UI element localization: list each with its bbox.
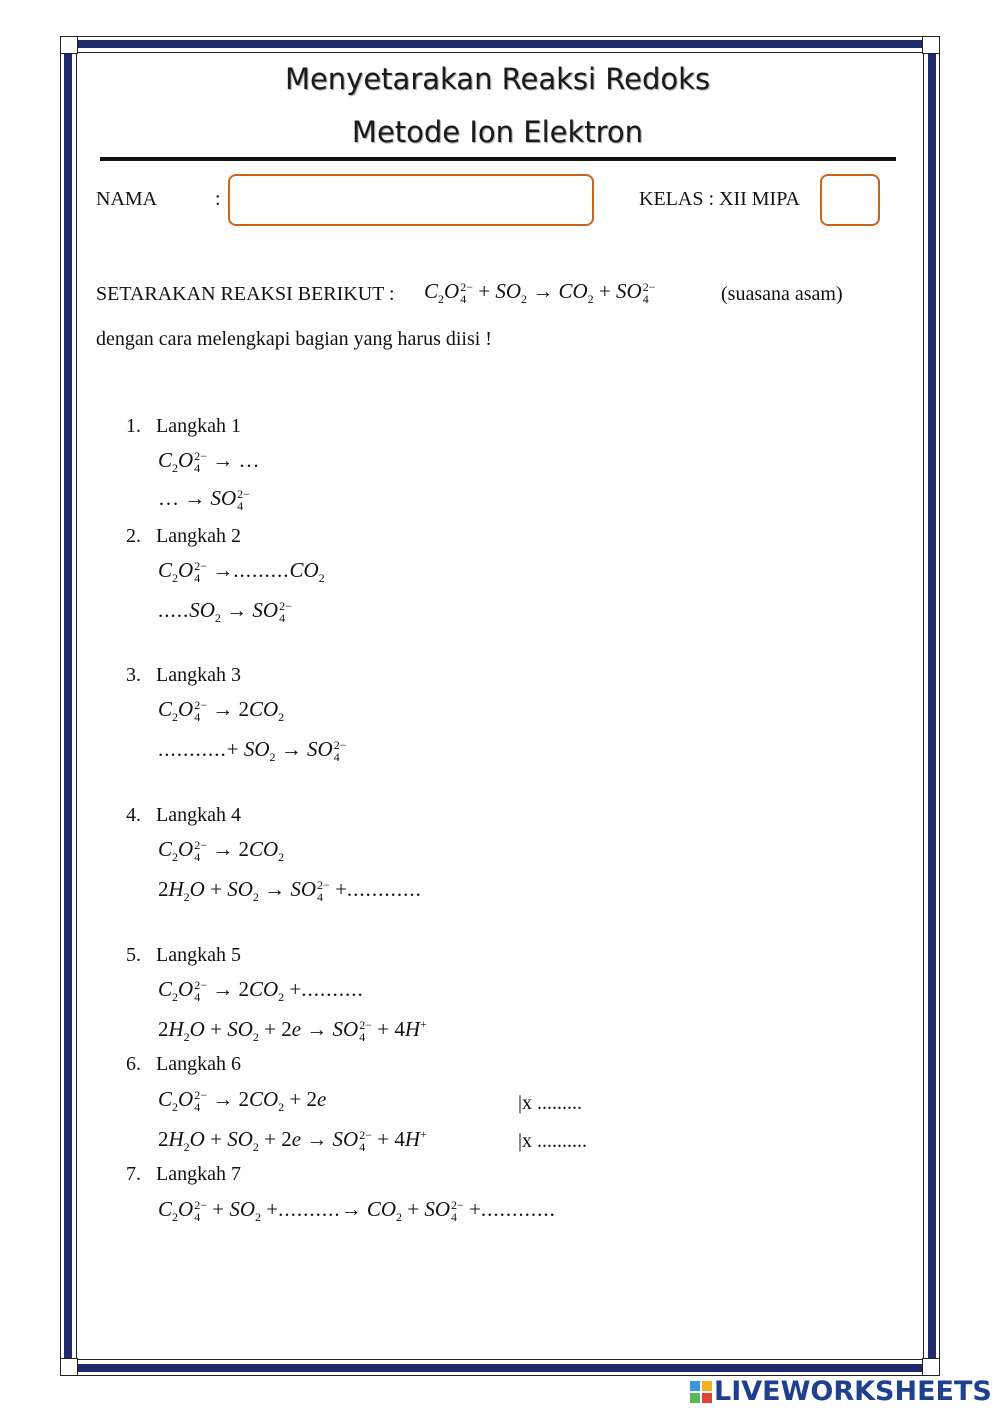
frame-corner [922,36,940,54]
page-title: Menyetarakan Reaksi Redoks [284,62,711,96]
nama-colon: : [215,188,221,210]
nama-input[interactable] [228,174,594,226]
step-3-number: 3. [126,664,141,686]
step-2-label: Langkah 2 [156,525,241,547]
step-7-label: Langkah 7 [156,1163,241,1185]
step-5-label: Langkah 5 [156,944,241,966]
step-2-eq-2: $.....SO_2$ → SO 2− 4 [158,598,292,626]
nama-label: NAMA [96,188,158,210]
step-5-number: 5. [126,944,141,966]
kelas-label: KELAS : XII MIPA [639,188,800,210]
step-3-label: Langkah 3 [156,664,241,686]
kelas-input[interactable] [820,174,880,226]
step-1-eq-1: $C_2O$ 2− 4 → … [158,448,260,476]
step-7-eq-1: $C_2O$ 2− 4 + $SO_2$ +..........→ $CO_2$ + SO 2− 4 +............ [158,1197,556,1225]
liveworksheets-watermark [690,1376,992,1407]
frame-corner [922,1358,940,1376]
step-1-label: Langkah 1 [156,415,241,437]
frame-corner [60,1358,78,1376]
step-7-number: 7. [126,1163,141,1185]
step-5-eq-1: $C_2O$ 2− 4 → $2CO_2$ +.......... [158,977,364,1005]
frame-corner [60,36,78,54]
step-1-eq-2: … → SO 2− 4 [158,486,250,514]
step-4-label: Langkah 4 [156,804,241,826]
liveworksheets-logo-icon [690,1381,712,1403]
step-5-eq-2: $2H_2O + SO_2 + 2e$ → SO 2− 4 + 4H+ [158,1017,427,1045]
step-6-label: Langkah 6 [156,1053,241,1075]
title-divider [100,157,896,161]
step-3-eq-1: $C_2O$ 2− 4 → $2CO_2$ [158,697,285,725]
step-2-number: 2. [126,525,141,547]
page-subtitle: Metode Ion Elektron [351,115,644,149]
main-reaction: $C_2O$ 2− 4 + $SO_2 \to CO_2$ + SO 2− 4 [424,279,656,307]
step-3-eq-2: ...........+ $SO_2$ → SO 2− 4 [158,737,347,765]
watermark-text: LIVEWORKSHEETS [714,1376,992,1407]
step-2-eq-1: $C_2O$ 2− 4 $\to.........CO_2$ [158,558,325,586]
step-1-number: 1. [126,415,141,437]
step-4-number: 4. [126,804,141,826]
instruction-line2: dengan cara melengkapi bagian yang harus diisi ! [96,328,492,350]
step-6-multiplier-1: |x ......... [518,1092,583,1114]
step-6-eq-2: $2H_2O + SO_2 + 2e$ → SO 2− 4 + 4H+ [158,1127,427,1155]
step-4-eq-1: $C_2O$ 2− 4 → $2CO_2$ [158,837,285,865]
instruction-prefix: SETARAKAN REAKSI BERIKUT : [96,283,395,305]
step-4-eq-2: $2H_2O + SO_2$ → SO 2− 4 +............ [158,877,422,905]
step-6-multiplier-2: |x .......... [518,1130,588,1152]
step-6-number: 6. [126,1053,141,1075]
step-6-eq-1: $C_2O$ 2− 4 → $2CO_2 + 2e$ [158,1087,327,1115]
instruction-suffix: (suasana asam) [721,283,843,305]
